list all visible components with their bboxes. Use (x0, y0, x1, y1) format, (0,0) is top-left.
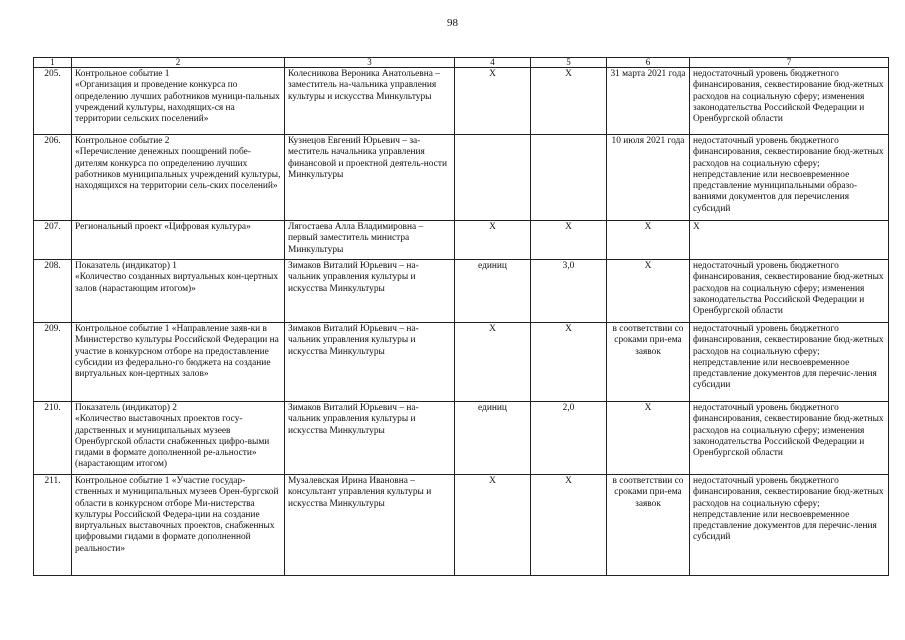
row-name: Контрольное событие 1 «Организация и проведение конкурса по определению лучших работников муници-пальных учреждений культуры, находящих-ся на территории сельских поселений» (72, 68, 285, 135)
row-risk: недостаточный уровень бюджетного финансирования, секвестирование бюд-жетных расходов на социальную сферу; изменения законодательства Российской Федерации и Оренбургской области (690, 68, 889, 135)
row-value: 3,0 (531, 260, 607, 323)
row-number: 211. (34, 475, 72, 576)
row-number: 206. (34, 135, 72, 221)
row-unit: Х (455, 221, 531, 260)
row-name: Региональный проект «Цифровая культура» (72, 221, 285, 260)
row-responsible: Музалевская Ирина Ивановна – консультант управления культуры и искусства Минкультуры (285, 475, 455, 576)
row-number: 209. (34, 323, 72, 402)
column-header-2: 2 (72, 58, 285, 68)
column-header-4: 4 (455, 58, 531, 68)
row-deadline: в соответствии со сроками при-ема заявок (607, 475, 690, 576)
row-risk: недостаточный уровень бюджетного финансирования, секвестирование бюд-жетных расходов на социальную сферу; непредставление или несвоевременное представление документов для перечис-ления субсидий (690, 475, 889, 576)
row-name: Показатель (индикатор) 2 «Количество выставочных проектов госу-дарственных и муниципальных музеев Оренбургской области снабженных цифро-выми гидами в формате дополненной ре-альности» (нарастающим итогом) (72, 402, 285, 475)
row-deadline: Х (607, 221, 690, 260)
row-risk: недостаточный уровень бюджетного финансирования, секвестирование бюд-жетных расходов на социальную сферу; изменения законодательства Российской Федерации и Оренбургской области (690, 402, 889, 475)
table-body (34, 68, 889, 576)
row-number: 205. (34, 68, 72, 135)
column-header-3: 3 (285, 58, 455, 68)
row-value: Х (531, 323, 607, 402)
table-row (34, 221, 889, 260)
row-name: Контрольное событие 1 «Направление заяв-ки в Министерство культуры Российской Федерации на участие в конкурсном отборе на предоставление субсидии из федерально-го бюджета на создание виртуальных кон-цертных залов» (72, 323, 285, 402)
row-value: Х (531, 221, 607, 260)
row-responsible: Зимаков Виталий Юрьевич – на-чальник управления культуры и искусства Минкультуры (285, 323, 455, 402)
row-number: 207. (34, 221, 72, 260)
column-header-6: 6 (607, 58, 690, 68)
column-header-5: 5 (531, 58, 607, 68)
table-row (34, 402, 889, 475)
column-header-7: 7 (690, 58, 889, 68)
row-risk: недостаточный уровень бюджетного финансирования, секвестирование бюд-жетных расходов на социальную сферу; непредставление или несвоевременное представление документов для перечис-ления субсидии (690, 323, 889, 402)
row-unit: Х (455, 68, 531, 135)
row-name: Показатель (индикатор) 1 «Количество созданных виртуальных кон-цертных залов (нарастающим итогом)» (72, 260, 285, 323)
row-responsible: Кузнецов Евгений Юрьевич – за-меститель начальника управления финансовой и проектной деятель-ности Минкультуры (285, 135, 455, 221)
row-unit: единиц (455, 402, 531, 475)
page-number: 98 (447, 17, 458, 29)
row-risk: недостаточный уровень бюджетного финансирования, секвестирование бюд-жетных расходов на социальную сферу; изменения законодательства Российской Федерации и Оренбургской области (690, 260, 889, 323)
row-deadline: 31 марта 2021 года (607, 68, 690, 135)
plan-table (33, 57, 889, 576)
row-responsible: Лягостаева Алла Владимировна – первый заместитель министра Минкультуры (285, 221, 455, 260)
table-row (34, 475, 889, 576)
table-row (34, 68, 889, 135)
row-unit: единиц (455, 260, 531, 323)
table-row (34, 323, 889, 402)
row-value: Х (531, 68, 607, 135)
row-value: Х (531, 475, 607, 576)
row-unit: Х (455, 475, 531, 576)
row-name: Контрольное событие 2 «Перечисление денежных поощрений побе-дителям конкурса по определению лучших работников муниципальных учреждений культуры, находящихся на территории сель-ских поселений» (72, 135, 285, 221)
row-deadline: в соответствии со сроками при-ема заявок (607, 323, 690, 402)
table-row (34, 260, 889, 323)
row-deadline: 10 июля 2021 года (607, 135, 690, 221)
row-value: 2,0 (531, 402, 607, 475)
row-name: Контрольное событие 1 «Участие государ-ственных и муниципальных музеев Орен-бургской области в конкурсном отборе Ми-нистерства культуры Российской Федера-ции на создание виртуальных выставочных проектов, снабженных цифровыми гидами в формате дополненной реальности» (72, 475, 285, 576)
row-number: 210. (34, 402, 72, 475)
header-row (34, 58, 889, 68)
row-deadline: Х (607, 260, 690, 323)
row-responsible: Зимаков Виталий Юрьевич – на-чальник управления культуры и искусства Минкультуры (285, 402, 455, 475)
row-value (531, 135, 607, 221)
row-unit: Х (455, 323, 531, 402)
row-risk: Х (690, 221, 889, 260)
row-number: 208. (34, 260, 72, 323)
column-header-1: 1 (34, 58, 72, 68)
row-unit (455, 135, 531, 221)
row-risk: недостаточный уровень бюджетного финансирования, секвестирование бюд-жетных расходов на социальную сферу; непредставление или несвоевременное представление муниципальными образо-ваниями документов для перечисления субсидий (690, 135, 889, 221)
row-responsible: Колесникова Вероника Анатольевна – заместитель на-чальника управления культуры и искусства Минкультуры (285, 68, 455, 135)
row-deadline: Х (607, 402, 690, 475)
table-row (34, 135, 889, 221)
row-responsible: Зимаков Виталий Юрьевич – на-чальник управления культуры и искусства Минкультуры (285, 260, 455, 323)
